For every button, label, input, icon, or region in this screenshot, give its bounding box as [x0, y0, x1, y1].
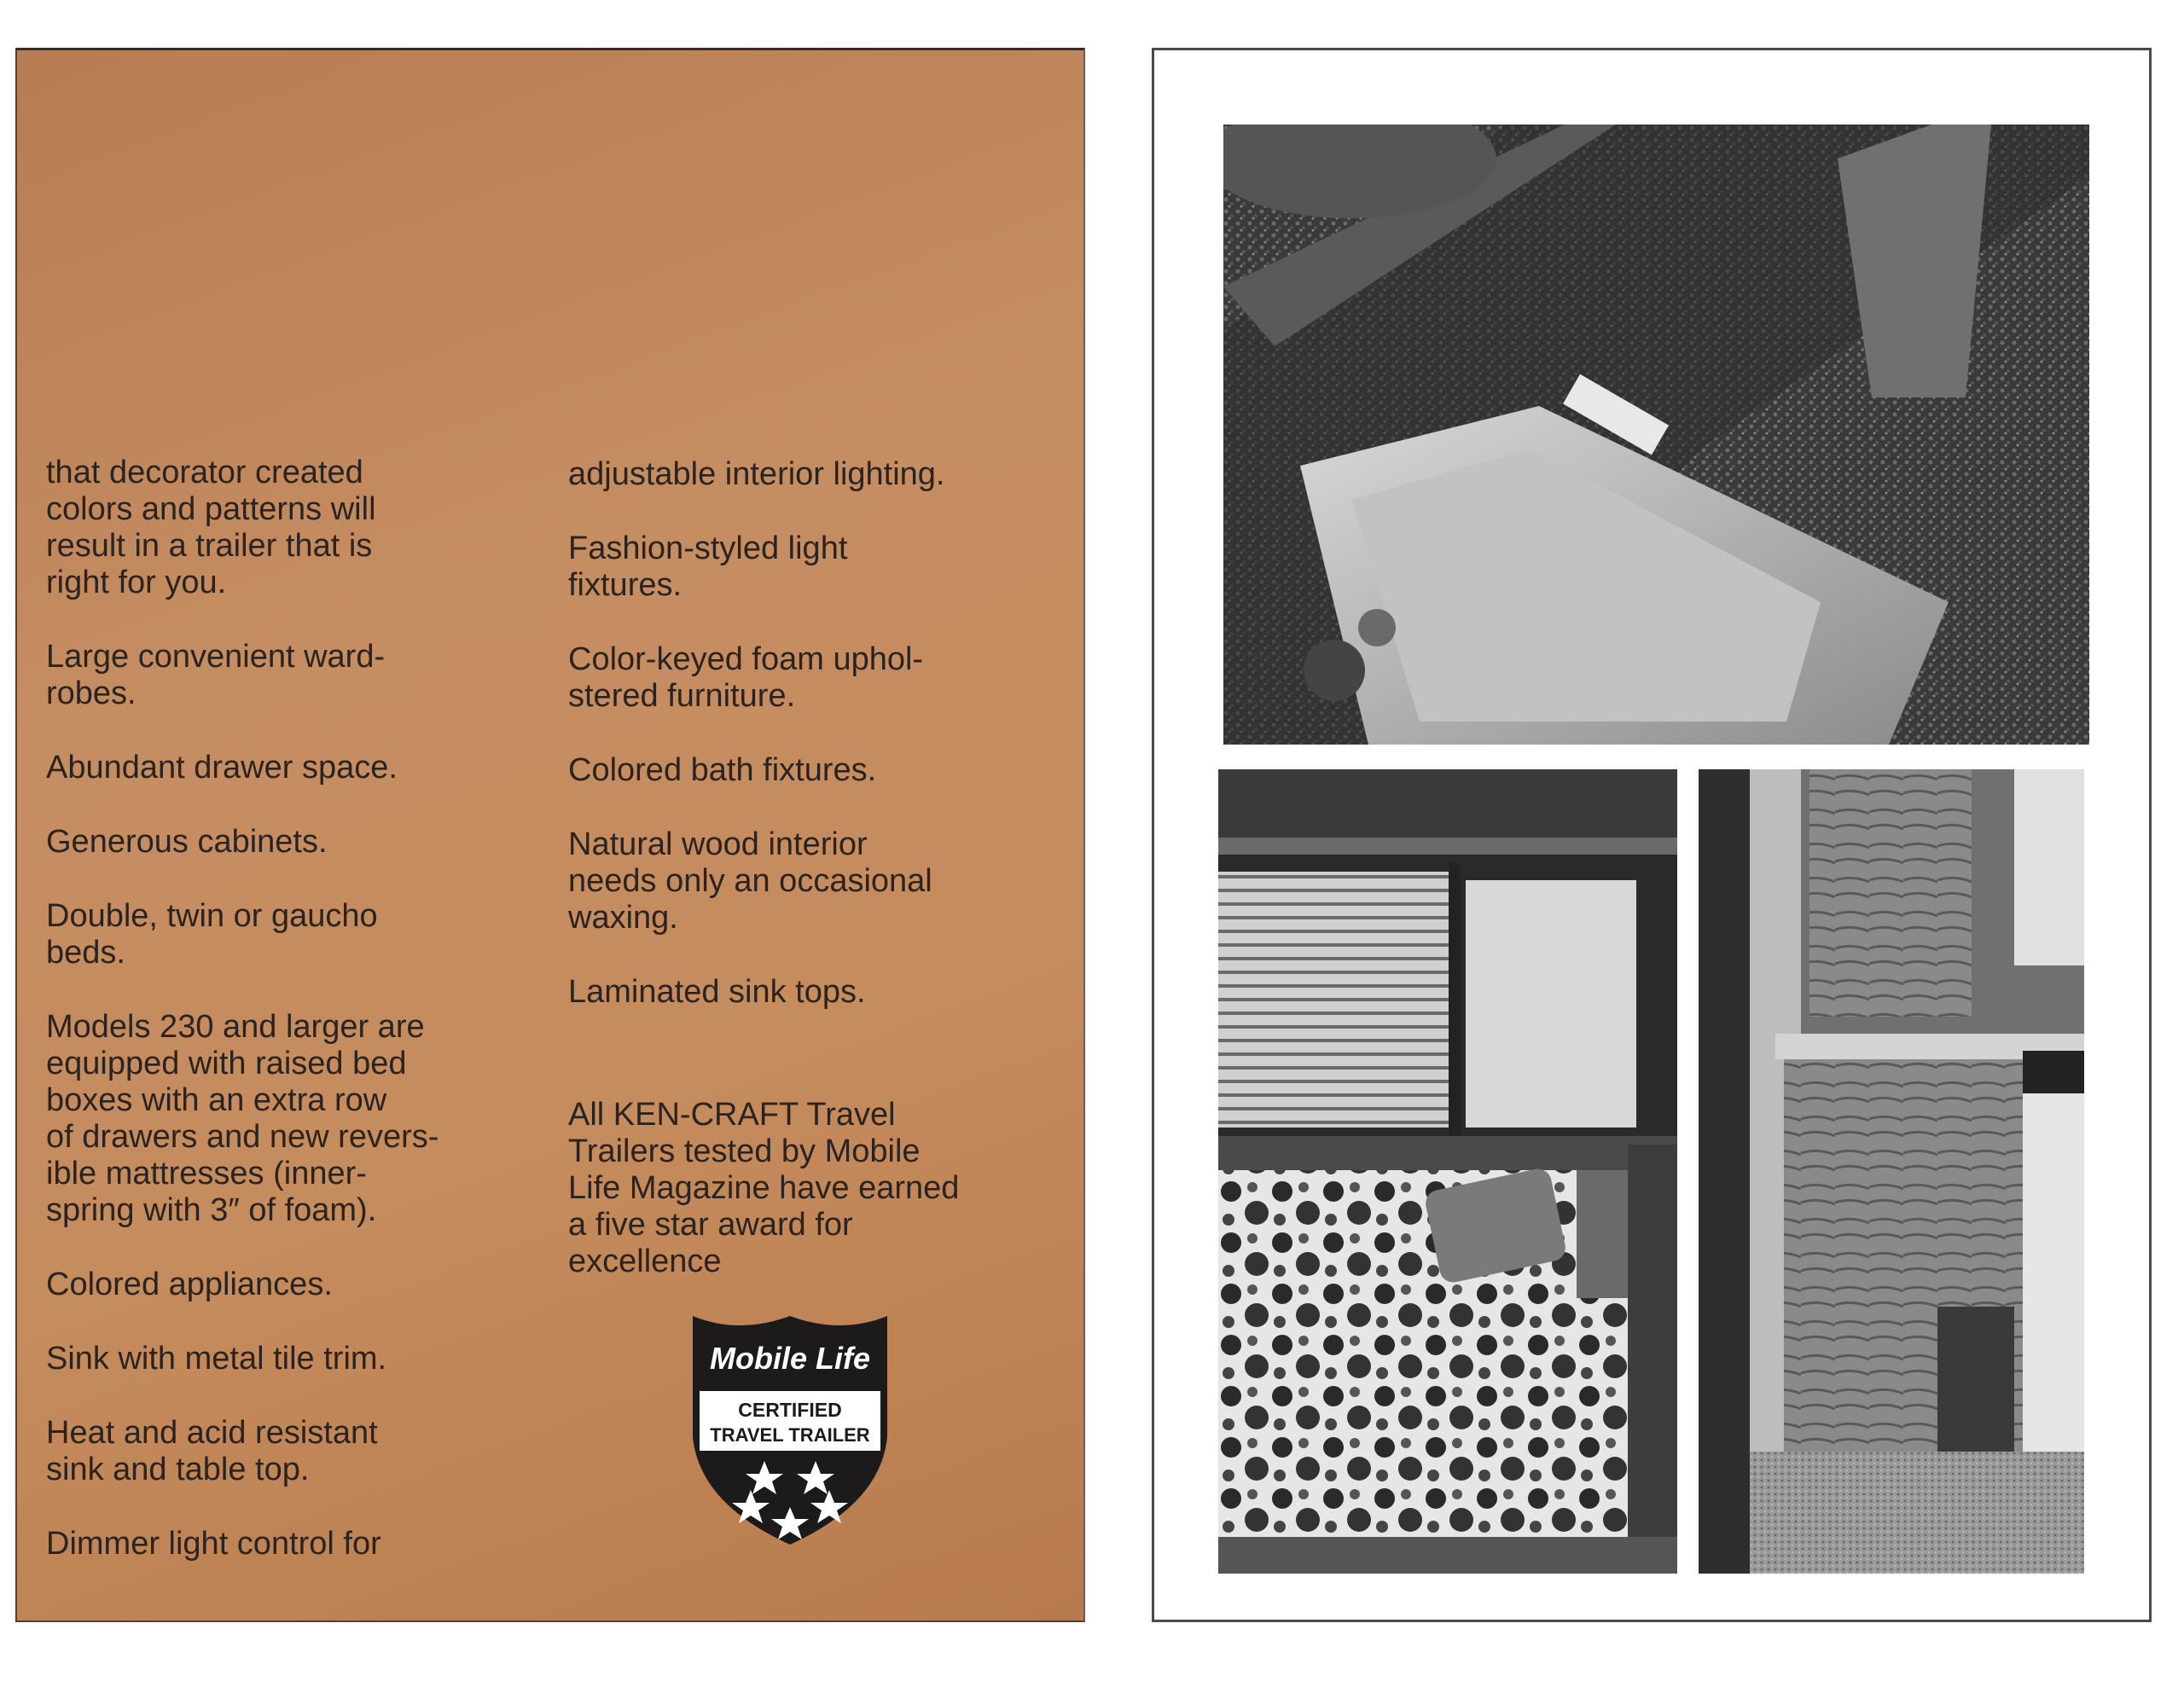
badge-line1: CERTIFIED [738, 1399, 842, 1421]
feature-cabinets: Generous cabinets. [46, 824, 328, 860]
mobile-life-badge [684, 1309, 896, 1548]
feature-furniture: Color-keyed foam uphol- stered furniture. [568, 641, 924, 714]
feature-sink-tops: Laminated sink tops. [568, 974, 866, 1010]
features-right-column [568, 456, 1072, 1318]
features-panel [15, 48, 1085, 1622]
bathroom-photo [1223, 125, 2089, 745]
feature-appliances: Colored appliances. [46, 1267, 333, 1302]
badge-brand: Mobile Life [710, 1341, 870, 1376]
feature-drawer-space: Abundant drawer space. [46, 750, 398, 786]
feature-wardrobes: Large convenient ward- robes. [46, 639, 386, 711]
feature-bath-fixtures: Colored bath fixtures. [568, 752, 877, 788]
feature-beds: Double, twin or gaucho beds. [46, 898, 378, 971]
feature-dimmer: Dimmer light control for [46, 1526, 381, 1562]
dinette-sofa-photo [1218, 769, 1677, 1574]
feature-decorator-colors: that decorator created colors and patterns will result in a trailer that is right for you. [46, 455, 376, 600]
award-statement: All KEN-CRAFT Travel Trailers tested by Mobile Life Magazine have earned a five star award for excellence [568, 1097, 960, 1279]
feature-raised-bed-boxes: Models 230 and larger are equipped with raised bed boxes with an extra row of drawers and new revers- ible mattresses (inner- spring with 3″ of foam). [46, 1009, 439, 1228]
interior-photos-frame [1152, 48, 2152, 1622]
feature-wood-interior: Natural wood interior needs only an occasional waxing. [568, 826, 932, 936]
feature-light-fixtures: Fashion-styled light fixtures. [568, 530, 848, 603]
feature-lighting: adjustable interior lighting. [568, 456, 945, 492]
kitchen-photo [1699, 769, 2084, 1574]
feature-sink-table-top: Heat and acid resistant sink and table top. [46, 1415, 378, 1487]
shield-icon [684, 1309, 896, 1548]
badge-line2: TRAVEL TRAILER [710, 1424, 870, 1446]
feature-sink-trim: Sink with metal tile trim. [46, 1341, 387, 1377]
features-left-column [46, 455, 549, 1600]
